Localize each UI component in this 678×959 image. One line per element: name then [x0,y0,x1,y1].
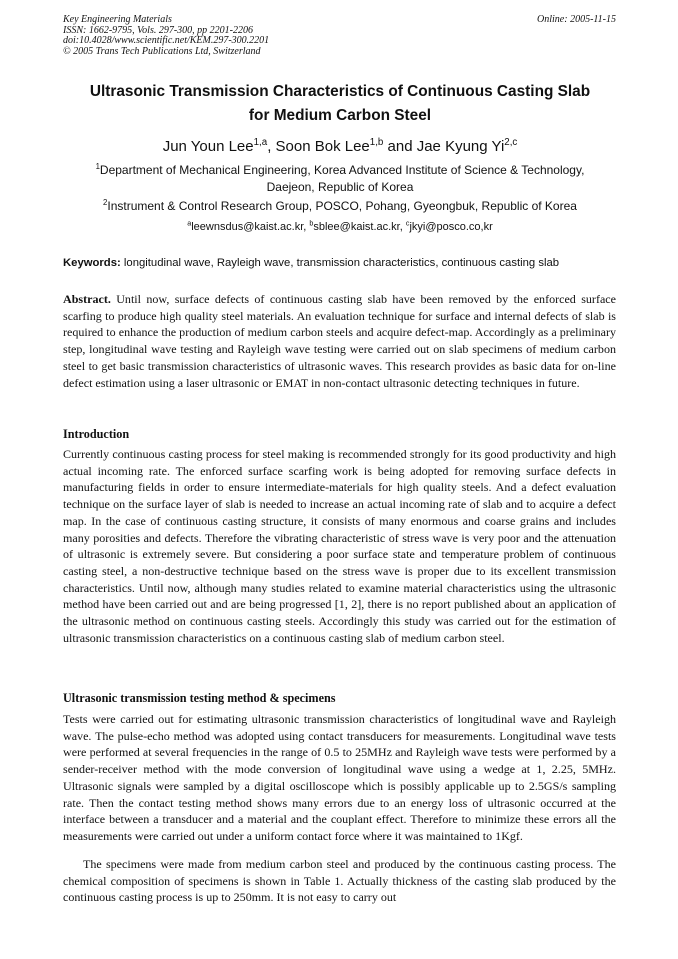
abstract-label: Abstract. [63,292,111,306]
email-b: sblee@kaist.ac.kr, [313,221,406,233]
abstract-text: Until now, surface defects of continuous casting slab have been removed by the enforced surface scarfing to produce high quality steel materials. An evaluation technique for surface and internal defects of slab is required to enhance the production of medium carbon steels and acquire defect-map. Accordingly as a preliminary step, longitudinal wave testing and Rayleigh wave testing were carried out on slab specimens of medium carbon steel to get basic transmission characteristics of ultrasonic waves. This research provides as basic data for on-line defect estimation using a laser ultrasonic or EMAT in non-contact ultrasonic detecting techniques in future. [63,292,616,390]
author-3: Jae Kyung Yi [416,138,505,155]
keywords-text: longitudinal wave, Rayleigh wave, transmission characteristics, continuous casting slab [120,257,560,269]
affiliation-2-mark: 2 [103,198,108,207]
affiliation-2 [75,198,605,215]
paper-title [60,80,620,128]
email-a-mark: a [187,219,192,228]
issn-line: ISSN: 1662-9795, Vols. 297-300, pp 2201-2206 [63,24,253,36]
keywords [63,256,619,271]
online-date: Online: 2005-11-15 [537,14,616,25]
author-and: and [383,138,417,155]
email-b-mark: b [309,219,314,228]
title-line-2: for Medium Carbon Steel [248,107,432,124]
title-line-1: Ultrasonic Transmission Characteristics of Continuous Casting Slab [89,83,591,100]
author-1: Jun Youn Lee [162,138,254,155]
doi-line: doi:10.4028/www.scientific.net/KEM.297-300.2201 [63,35,270,47]
affiliation-1-line-2: Daejeon, Republic of Korea [266,180,414,194]
author-2-affil: 1,b [369,137,384,148]
journal-name: Key Engineering Materials [63,14,172,25]
email-a: leewnsdus@kaist.ac.kr, [191,221,310,233]
copyright-line: © 2005 Trans Tech Publications Ltd, Switzerland [63,45,261,57]
affiliation-1 [75,162,605,196]
author-list [60,138,620,156]
methods-paragraph-2: The specimens were made from medium carbon steel and produced by the continuous casting process. The chemical composition of specimens is shown in Table 1. Actually thickness of the casting slab produced by the continuous casting process is up to 250mm. It is not easy to carry out [63,857,616,905]
introduction-text: Currently continuous casting process for steel making is recommended strongly for its good productivity and high actual incoming rate. The enforced surface scarfing work is being adopted for removing surface defects in manufacturing fields in order to ensure intermediate-materials for high quality steels. And a defect evaluation technique on the surface layer of slab is needed to increase an actual incoming rate of slab and to acquire a defect map. In the case of continuous casting structure, it consists of many enormous and coarse grains and includes many porosities and defects. Therefore the vibrating characteristic of stress wave is very poor and the attenuation of ultrasonic is extremely severe. But considering a poor surface state and temperature problem of continuous casting steel, a non-destructive technique based on the stress wave is proper due to its excellent transmission characteristics. Until now, although many studies related to examine material characteristics using the ultrasonic method have been carried out and are being progressed [1, 2], there is no report published about an application of the ultrasonic method on continuous casting steels. Accordingly this study was carried out for the estimation of ultrasonic transmission characteristics on a continuous casting slab of medium carbon steel. [63,447,616,645]
author-1-affil: 1,a [253,137,268,148]
methods-heading: Ultrasonic transmission testing method & specimens [63,691,336,705]
affiliation-1-mark: 1 [95,162,100,171]
introduction-heading: Introduction [63,427,130,441]
author-separator: , [267,138,276,155]
keywords-label: Keywords: [63,257,121,269]
email-c: jkyi@posco.co,kr [409,221,493,233]
email-c-mark: c [405,219,410,228]
affiliation-2-text: Instrument & Control Research Group, POSCO, Pohang, Gyeongbuk, Republic of Korea [107,199,577,213]
affiliation-1-line-1: Department of Mechanical Engineering, Korea Advanced Institute of Science & Technology, [99,163,585,177]
abstract [63,291,616,391]
author-3-affil: 2,c [504,137,518,148]
author-emails [60,220,620,234]
page-header [63,15,616,57]
methods-paragraph-1: Tests were carried out for estimating ultrasonic transmission characteristics of longitudinal wave and Rayleigh wave. The pulse-echo method was adopted using contact transducers for measurements. Longitudinal wave tests were performed at several frequencies in the range of 0.5 to 25MHz and Rayleigh wave tests were performed by a sender-receiver method with the mode conversion of longitudinal wave using a wedge at 1, 2.25, 5MHz. Ultrasonic signals were sampled by a digital oscilloscope which is possibly applicable up to 2.5GS/s sampling rate. Then the contact testing method shows many errors due to an energy loss of ultrasonic occurred at the interface between a transducer and a material and the couplant effect. Therefore to minimize these errors all the measurements were carried out under a uniform contact force where it was maintained to 1Kgf. [63,712,616,843]
author-2: Soon Bok Lee [275,138,370,155]
